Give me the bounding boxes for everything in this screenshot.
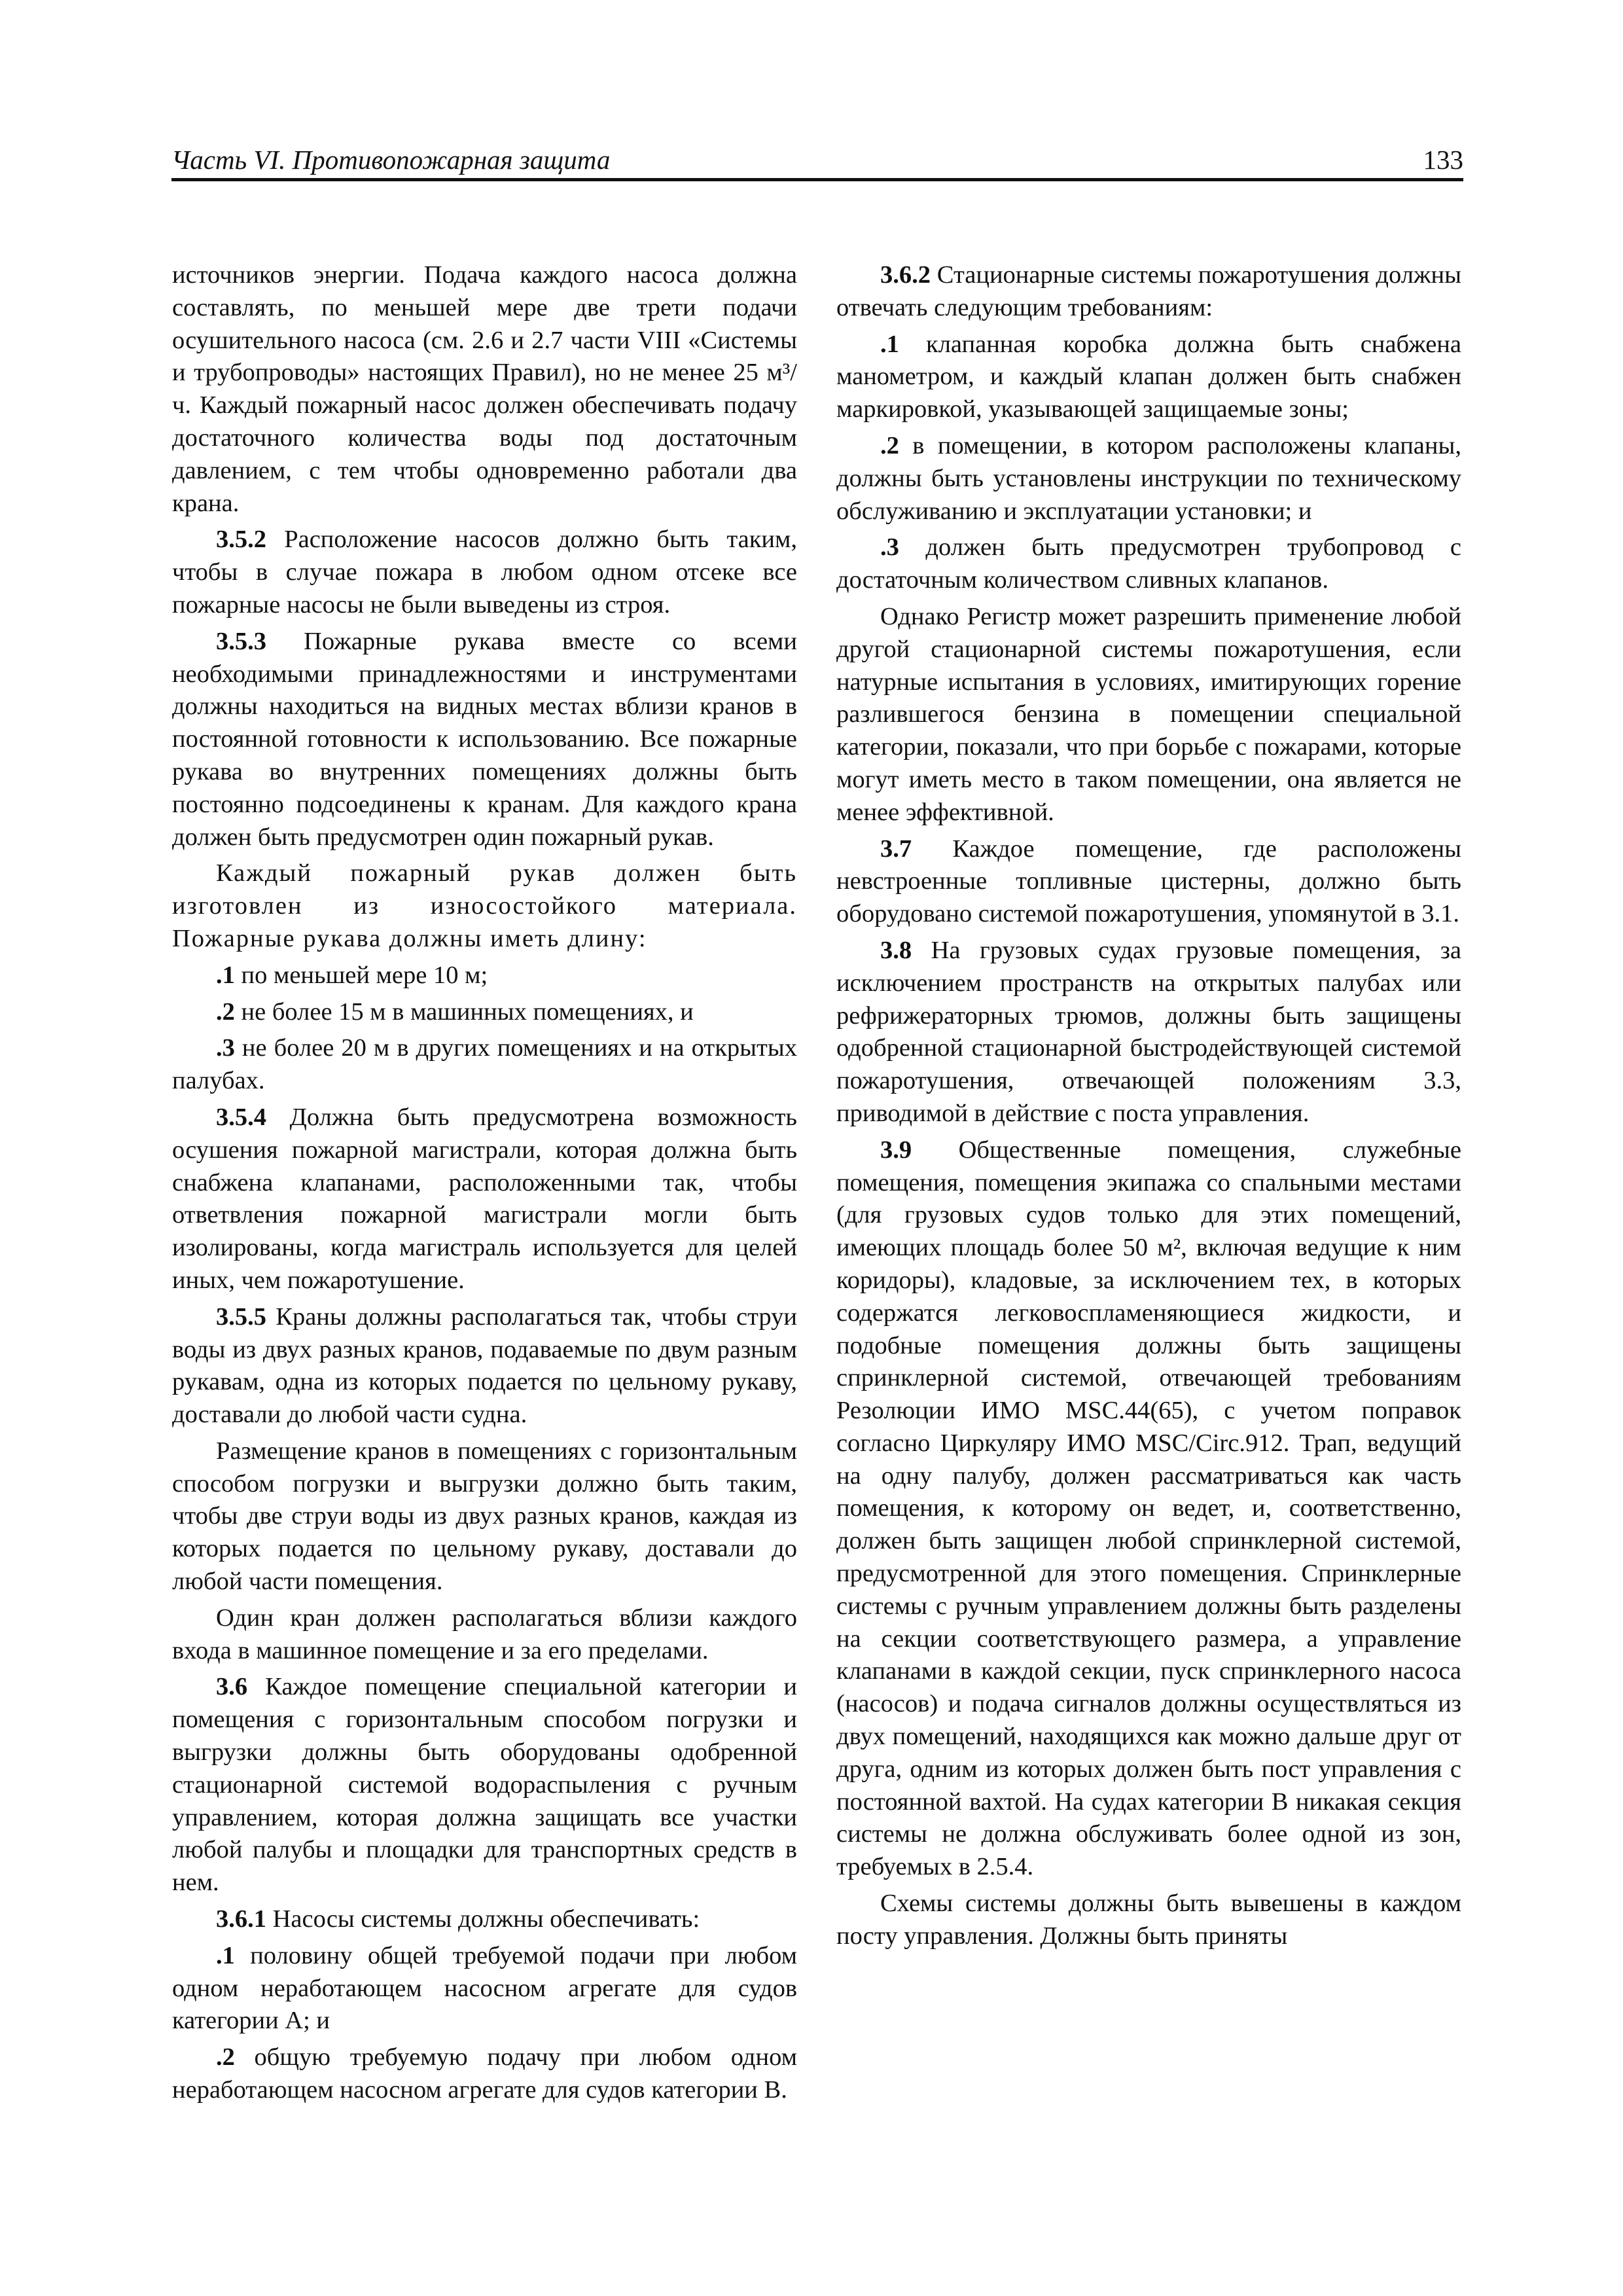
page-number: 133: [1423, 145, 1463, 175]
paragraph: Схемы системы должны быть вывешены в каждом посту управления. Должны быть приняты: [836, 1890, 1461, 1950]
list-item: .3 не более 20 м в других помещениях и на открытых палубах.: [172, 1034, 797, 1095]
list-item: .2 в помещении, в котором расположены клапаны, должны быть установлены инструкции по техническому обслуживанию и эксплуатации установки; и: [836, 431, 1461, 525]
right-column: [836, 259, 1461, 1953]
list-item: .1 половину общей требуемой подачи при любом одном неработающем насосном агрегате для судов категории А; и: [172, 1941, 797, 2035]
list-item: .2 не более 15 м в машинных помещениях, и: [216, 997, 694, 1026]
paragraph: 3.5.2 Расположение насосов должно быть таким, чтобы в случае пожара в любом одном отсеке все пожарные насосы не были выведены из строя.: [172, 526, 797, 619]
running-header-title: Часть VI. Противопожарная защита: [171, 145, 611, 175]
list-item: .3 должен быть предусмотрен трубопровод с достаточным количеством сливных клапанов.: [836, 533, 1461, 594]
running-header: [171, 143, 1463, 177]
paragraph: 3.6.2 Стационарные системы пожаротушения должны отвечать следующим требованиям:: [836, 261, 1461, 321]
paragraph: Один кран должен располагаться вблизи каждого входа в машинное помещение и за его пределами.: [172, 1604, 797, 1664]
paragraph: 3.9 Общественные помещения, служебные помещения, помещения экипажа со спальными местами (для грузовых судов только для этих помещений, имеющих площадь более 50 м², включая ведущие к ним коридоры), кладовые, за исключением тех, в которых содержатся легковоспламеняющиеся жидкости, и подобные помещения должны быть защищены спринклерной системой, отвечающей требованиям Резолюции ИМО MSC.44(65), с учетом поправок согласно Циркуляру ИМО MSC/Circ.912. Трап, ведущий на одну палубу, должен рассматриваться как часть помещения, к которому он ведет, и, соответственно, должен быть защищен любой спринклерной системой, предусмотренной для этого помещения. Спринклерные системы с ручным управлением должны быть разделены на секции соответствующего размера, а управление клапанами в каждой секции, пуск спринклерного насоса (насосов) и подача сигналов должны осуществляться из двух помещений, находящихся как можно дальше друг от друга, одним из которых должен быть пост управления с постоянной вахтой. На судах категории В никакая секция системы не должна обслуживать более одной из зон, требуемых в 2.5.4.: [836, 1136, 1461, 1881]
paragraph: Размещение кранов в помещениях с горизонтальным способом погрузки и выгрузки должно быть таким, чтобы две струи воды из двух разных кранов, каждая из которых подается по цельному рукаву, доставали до любой части помещения.: [172, 1437, 797, 1596]
list-item: .2 общую требуемую подачу при любом одном неработающем насосном агрегате для судов категории В.: [172, 2043, 797, 2104]
paragraph: 3.5.4 Должна быть предусмотрена возможность осушения пожарной магистрали, которая должна быть снабжена клапанами, расположенными так, чтобы ответвления пожарной магистрали могли быть изолированы, когда магистраль используется для целей иных, чем пожаротушение.: [172, 1103, 797, 1294]
paragraph: Каждый пожарный рукав должен быть изготовлен из износостойкого материала. Пожарные рукава должны иметь длину:: [172, 859, 797, 952]
paragraph: 3.7 Каждое помещение, где расположены невстроенные топливные цистерны, должно быть оборудовано системой пожаротушения, упомянутой в 3.1.: [836, 834, 1461, 928]
paragraph: источников энергии. Подача каждого насоса должна составлять, по меньшей мере две трети подачи осушительного насоса (см. 2.6 и 2.7 части VIII «Системы и трубопроводы» настоящих Правил), но не менее 25 м³/ч. Каждый пожарный насос должен обеспечивать подачу достаточного количества воды под достаточным давлением, с тем чтобы одновременно работали два крана.: [172, 261, 797, 517]
paragraph: 3.5.3 Пожарные рукава вместе со всеми необходимыми принадлежностями и инструментами должны находиться на видных местах вблизи кранов в постоянной готовности к использованию. Все пожарные рукава во внутренних помещениях должны быть постоянно подсоединены к кранам. Для каждого крана должен быть предусмотрен один пожарный рукав.: [172, 627, 797, 851]
paragraph: 3.6 Каждое помещение специальной категории и помещения с горизонтальным способом погрузки и выгрузки должны быть оборудованы одобренной стационарной системой водораспыления с ручным управлением, которая должна защищать все участки любой палубы и площадки для транспортных средств в нем.: [172, 1673, 797, 1897]
paragraph: 3.6.1 Насосы системы должны обеспечивать:: [216, 1905, 700, 1933]
left-column: [172, 259, 797, 2107]
paragraph: 3.8 На грузовых судах грузовые помещения, за исключением пространств на открытых палубах или рефрижераторных трюмов, должны быть защищены одобренной стационарной быстродействующей системой пожаротушения, отвечающей положениям 3.3, приводимой в действие с поста управления.: [836, 936, 1461, 1127]
header-rule: [171, 178, 1463, 181]
paragraph: Однако Регистр может разрешить применение любой другой стационарной системы пожаротушения, если натурные испытания в условиях, имитирующих горение разлившегося бензина в помещении специальной категории, показали, что при борьбе с пожарами, которые могут иметь место в таком помещении, она является не менее эффективной.: [836, 602, 1461, 826]
list-item: .1 клапанная коробка должна быть снабжена манометром, и каждый клапан должен быть снабжен маркировкой, указывающей защищаемые зоны;: [836, 330, 1461, 423]
paragraph: 3.5.5 Краны должны располагаться так, чтобы струи воды из двух разных кранов, подаваемые по двум разным рукавам, одна из которых подается по цельному рукаву, доставали до любой части судна.: [172, 1302, 797, 1429]
list-item: .1 по меньшей мере 10 м;: [216, 961, 488, 989]
